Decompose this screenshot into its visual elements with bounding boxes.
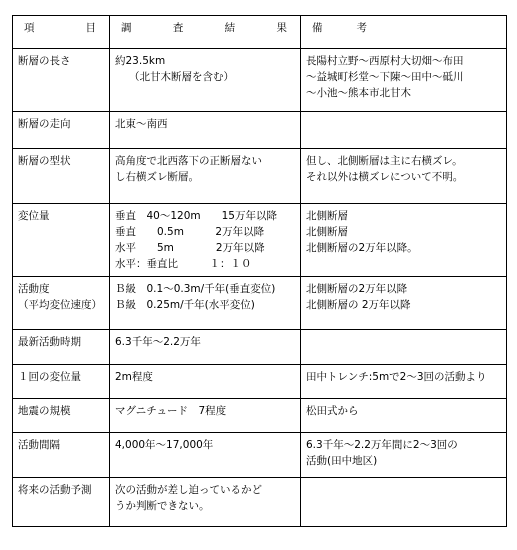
header-item-char: 項 xyxy=(24,22,35,34)
row-result: 2m程度 xyxy=(110,365,301,399)
result-line: 垂直 40～120m 15万年以降 xyxy=(115,210,277,222)
row-note xyxy=(301,478,507,527)
table-row xyxy=(13,330,507,365)
row-label: 将来の活動予測 xyxy=(13,478,110,527)
row-result xyxy=(110,204,301,277)
fault-summary-table xyxy=(12,15,507,527)
result-line: し右横ズレ断層。 xyxy=(115,171,199,183)
label-line: 活動度 xyxy=(18,283,50,295)
row-note xyxy=(301,204,507,277)
note-line: 北側断層 xyxy=(306,226,348,238)
header-result-char: 査 xyxy=(172,22,184,34)
header-note-char: 考 xyxy=(356,22,367,34)
row-note: 松田式から xyxy=(301,399,507,433)
header-item-char: 目 xyxy=(85,22,96,34)
row-result: 4,000年～17,000年 xyxy=(110,433,301,478)
note-line: 長陽村立野～西原村大切畑～布田 xyxy=(306,55,464,67)
header-result-char: 調 xyxy=(121,22,132,34)
row-label: 最新活動時期 xyxy=(13,330,110,365)
row-label xyxy=(13,277,110,330)
note-line: ～小池～熊本市北甘木 xyxy=(306,87,411,99)
header-row xyxy=(13,16,507,49)
result-line: 次の活動が差し迫っているかど xyxy=(115,484,262,496)
header-result xyxy=(110,16,301,49)
row-label: 地震の規模 xyxy=(13,399,110,433)
label-line: （平均変位速度） xyxy=(18,299,102,311)
note-line: それ以外は横ズレについて不明。 xyxy=(306,171,464,183)
table-row xyxy=(13,433,507,478)
table-row xyxy=(13,204,507,277)
row-label: 変位量 xyxy=(13,204,110,277)
row-note xyxy=(301,149,507,204)
row-label: 断層の型状 xyxy=(13,149,110,204)
result-line: うか判断できない。 xyxy=(115,500,210,512)
table-row xyxy=(13,277,507,330)
note-line: 北側断層の2万年以降 xyxy=(306,283,408,295)
row-note xyxy=(301,277,507,330)
row-note xyxy=(301,330,507,365)
table-row xyxy=(13,149,507,204)
note-line: 北側断層の2万年以降。 xyxy=(306,242,418,254)
row-note xyxy=(301,49,507,112)
row-result xyxy=(110,49,301,112)
row-result xyxy=(110,478,301,527)
row-result: マグニチュード 7程度 xyxy=(110,399,301,433)
header-result-char: 結 xyxy=(224,22,236,34)
row-label: 断層の走向 xyxy=(13,112,110,149)
result-line: 水平：垂直比 １：１０ xyxy=(115,258,252,270)
result-line: 水平 5m 2万年以降 xyxy=(115,242,265,254)
note-line: 活動(田中地区) xyxy=(306,455,378,467)
result-line: Ｂ級 0.1～0.3m/千年(垂直変位) xyxy=(115,283,276,295)
row-result xyxy=(110,149,301,204)
note-line: 北側断層の 2万年以降 xyxy=(306,299,411,311)
result-line: 高角度で北西落下の正断層ない xyxy=(115,155,262,167)
header-item xyxy=(13,16,110,49)
note-line: 北側断層 xyxy=(306,210,348,222)
header-result-char: 果 xyxy=(276,22,287,34)
table-row xyxy=(13,478,507,527)
note-line: ～益城町杉堂～下陳～田中～砥川 xyxy=(306,71,464,83)
table-row xyxy=(13,49,507,112)
row-label: 断層の長さ xyxy=(13,49,110,112)
note-line: 6.3千年～2.2万年間に2～3回の xyxy=(306,439,458,451)
header-note-char: 備 xyxy=(312,22,323,34)
row-label: １回の変位量 xyxy=(13,365,110,399)
header-note xyxy=(301,16,507,49)
row-label: 活動間隔 xyxy=(13,433,110,478)
row-note: 田中トレンチ:5mで2～3回の活動より xyxy=(301,365,507,399)
table-row xyxy=(13,399,507,433)
row-note xyxy=(301,112,507,149)
result-line: Ｂ級 0.25m/千年(水平変位) xyxy=(115,299,255,311)
result-line: （北甘木断層を含む） xyxy=(129,71,234,83)
note-line: 但し、北側断層は主に右横ズレ。 xyxy=(306,155,463,167)
result-line: 約23.5km xyxy=(115,55,166,67)
result-line: 垂直 0.5m 2万年以降 xyxy=(115,226,265,238)
table-row xyxy=(13,365,507,399)
row-result: 北東～南西 xyxy=(110,112,301,149)
row-result: 6.3千年～2.2万年 xyxy=(110,330,301,365)
row-note xyxy=(301,433,507,478)
table-row xyxy=(13,112,507,149)
row-result xyxy=(110,277,301,330)
